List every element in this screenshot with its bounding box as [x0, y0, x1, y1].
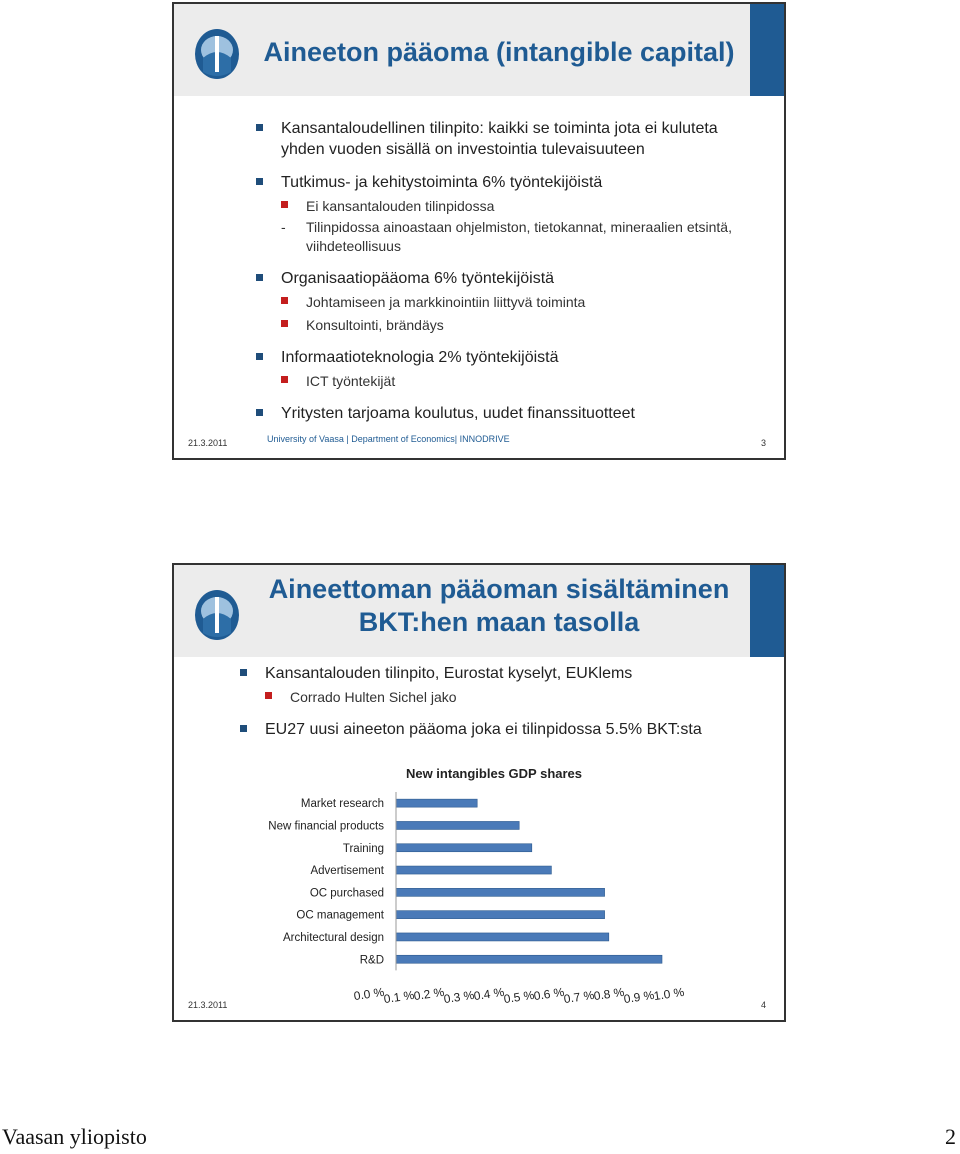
chart-x-tick-label: 0.5 % — [502, 987, 536, 1007]
slide-title — [254, 573, 744, 639]
header-corner-accent — [750, 4, 784, 96]
document-page-number: 2 — [945, 1124, 956, 1149]
chart-x-tick-label: 0.6 % — [532, 984, 566, 1004]
sub-bullet-item: Corrado Hulten Sichel jako — [240, 687, 770, 707]
intangibles-bar-chart — [244, 760, 744, 1012]
chart-x-tick-label: 0.0 % — [352, 984, 386, 1004]
chart-bar — [396, 933, 609, 941]
chart-bar — [396, 911, 605, 919]
chart-bar — [396, 888, 605, 896]
chart-x-tick-label: 0.1 % — [382, 987, 416, 1007]
university-logo-icon — [194, 589, 240, 641]
chart-bars — [396, 799, 662, 963]
chart-category-label: OC management — [296, 909, 384, 922]
chart-category-label: Architectural design — [283, 931, 384, 944]
slide-bullet-list — [240, 663, 770, 752]
slide-4 — [172, 563, 786, 1022]
footer-institution: University of Vaasa | Department of Economics| INNODRIVE — [267, 434, 510, 444]
slide-3 — [172, 2, 786, 460]
footer-date: 21.3.2011 — [188, 438, 228, 448]
slide-title: Aineeton pääoma (intangible capital) — [263, 37, 735, 67]
chart-x-tick-label: 1.0 % — [652, 984, 686, 1004]
chart-category-label: R&D — [359, 954, 384, 967]
sub-bullet-item: ICT työntekijät — [256, 371, 756, 391]
chart-category-label: Advertisement — [310, 865, 384, 878]
header-corner-accent — [750, 565, 784, 657]
chart-bar — [396, 955, 662, 963]
document-footer-label: Vaasan yliopisto — [2, 1124, 147, 1149]
chart-x-tick-label: 0.4 % — [472, 984, 506, 1004]
chart-category-label: OC purchased — [309, 887, 384, 900]
chart-x-tick-label: 0.3 % — [442, 987, 476, 1007]
sub-bullet-item: Johtamiseen ja markkinointiin liittyvä toiminta — [256, 292, 756, 312]
footer-page-number: 4 — [760, 1000, 766, 1010]
chart-bar — [396, 799, 477, 807]
bullet-item: Kansantalouden tilinpito, Eurostat kyselyt, EUKlems — [240, 663, 770, 684]
footer-date: 21.3.2011 — [188, 1000, 228, 1010]
chart-category-labels — [268, 798, 384, 966]
bullet-item: Yritysten tarjoama koulutus, uudet finanssituotteet — [256, 403, 756, 424]
sub-bullet-item: Ei kansantalouden tilinpidossa — [256, 196, 756, 216]
slide-footer — [174, 996, 784, 1012]
chart-category-label: New financial products — [268, 820, 384, 833]
chart-x-tick-label: 0.8 % — [592, 984, 626, 1004]
slide-title-line-1: Aineettoman pääoman sisältäminen — [268, 574, 730, 604]
university-logo-icon — [194, 28, 240, 80]
bullet-item: Kansantaloudellinen tilinpito: kaikki se toiminta jota ei kuluteta yhden vuoden sisällä on investointia tulevaisuuteen — [256, 118, 756, 160]
dash-item-text: Tilinpidossa ainoastaan ohjelmiston, tietokannat, mineraalien etsintä, viihdeteollisuus — [306, 219, 732, 254]
chart-category-label: Training — [342, 842, 384, 855]
dash-item — [256, 218, 756, 256]
chart-bar — [396, 866, 551, 874]
footer-page-number: 3 — [760, 438, 766, 448]
sub-bullet-item: Konsultointi, brändäys — [256, 315, 756, 335]
bullet-item: Tutkimus- ja kehitystoiminta 6% työntekijöistä — [256, 172, 756, 193]
slide-title-line-2: BKT:hen maan tasolla — [358, 607, 640, 637]
chart-x-tick-label: 0.9 % — [622, 987, 656, 1007]
chart-category-label: Market research — [300, 798, 384, 811]
slide-bullet-list — [256, 118, 756, 436]
chart-bar — [396, 821, 519, 829]
bullet-item: EU27 uusi aineeton pääoma joka ei tilinpidossa 5.5% BKT:sta — [240, 719, 770, 740]
bullet-item: Informaatioteknologia 2% työntekijöistä — [256, 347, 756, 368]
slide-footer — [174, 434, 784, 450]
chart-x-tick-label: 0.7 % — [562, 987, 596, 1007]
dash-marker: - — [281, 219, 286, 235]
chart-title: New intangibles GDP shares — [405, 766, 583, 781]
chart-bar — [396, 844, 532, 852]
bullet-item: Organisaatiopääoma 6% työntekijöistä — [256, 268, 756, 289]
chart-x-tick-label: 0.2 % — [412, 984, 446, 1004]
